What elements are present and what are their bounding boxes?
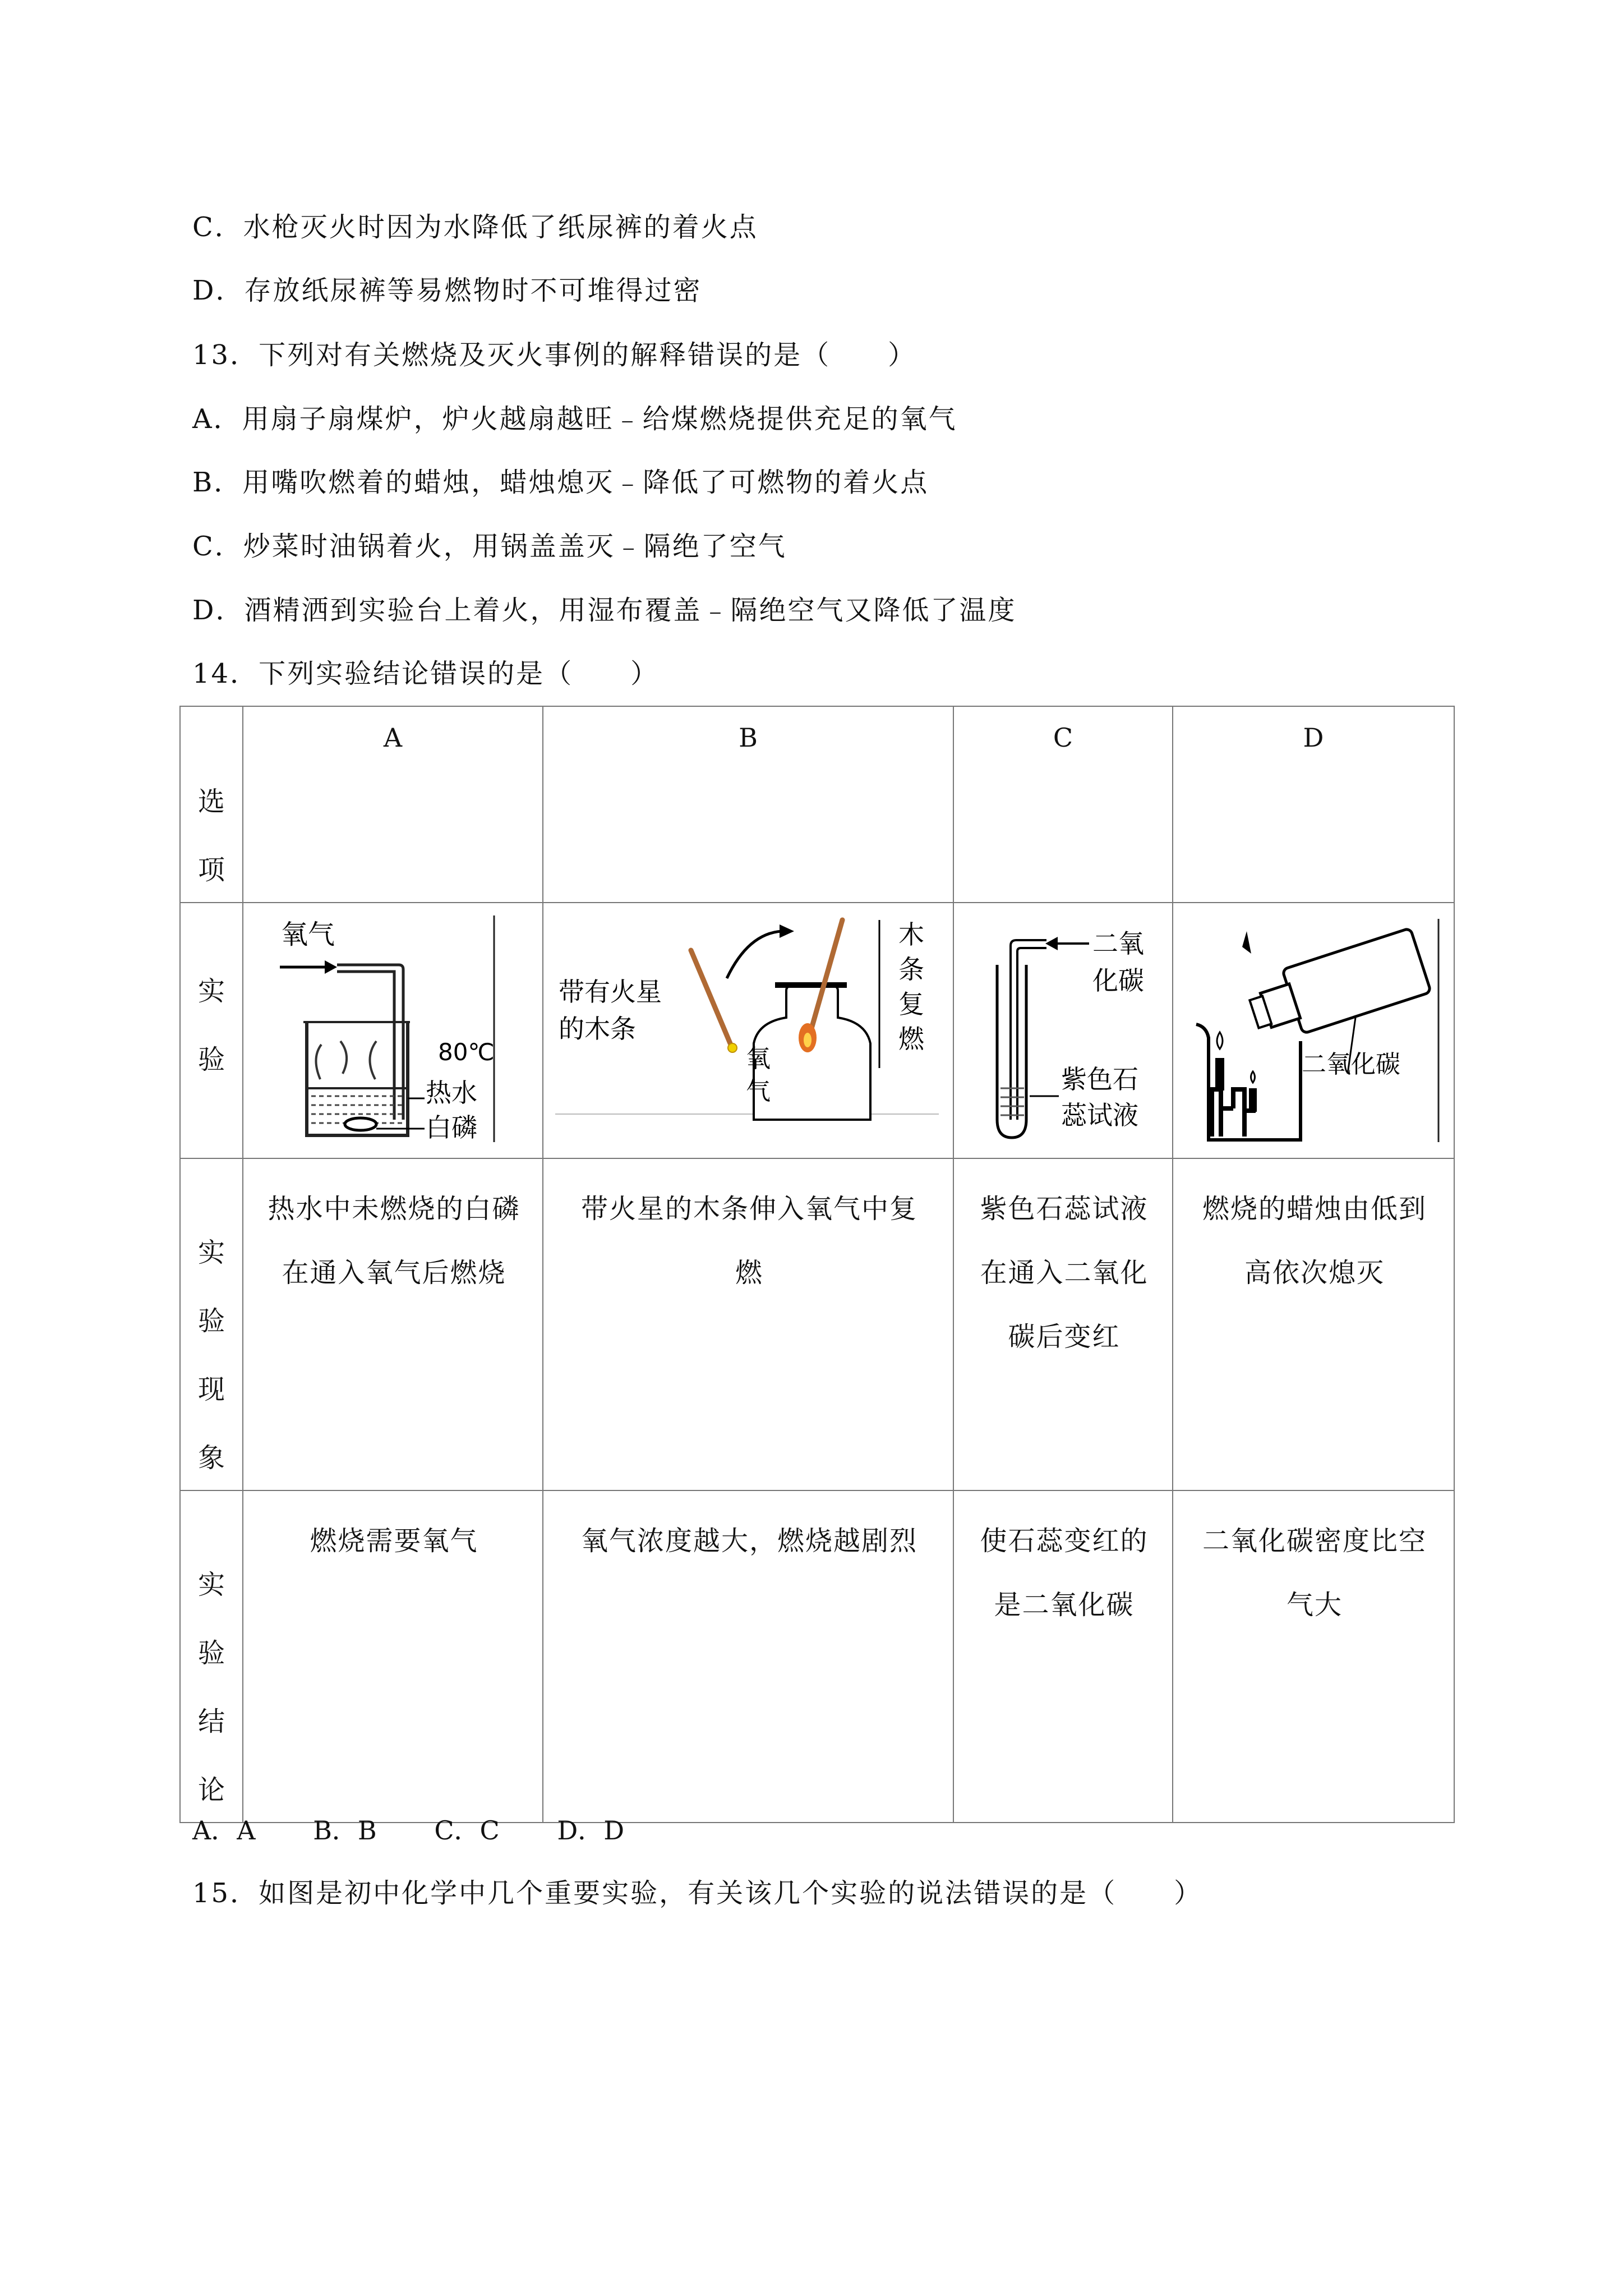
row-label-char: 象 (197, 1442, 225, 1474)
q13-option-d: D．酒精洒到实验台上着火，用湿布覆盖﹣隔绝空气又降低了温度 (192, 595, 1017, 626)
label-co2: 二氧化碳 (1302, 1050, 1400, 1079)
experiment-figure-d (1182, 911, 1445, 1144)
experiment-figure-b (546, 911, 950, 1144)
q12-option-c: C．水枪灭火时因为水降低了纸尿裤的着火点 (192, 211, 758, 243)
label-litmus-line2: 蕊试液 (1061, 1100, 1138, 1130)
answer-option-b: B．B (313, 1815, 377, 1846)
phenomenon-c (953, 1158, 1173, 1490)
label-hot-water: 热水 (425, 1078, 477, 1108)
cell-line: 碳后变红 (1008, 1321, 1121, 1352)
conclusion-b (543, 1490, 953, 1823)
row-label-phenomenon (180, 1158, 243, 1490)
q14-stem: 14．下列实验结论错误的是（ ） (192, 658, 660, 689)
conclusion-c (953, 1490, 1173, 1823)
row-label-conclusion (180, 1490, 243, 1823)
experiment-figure-d-cell (1173, 903, 1454, 1158)
row-label-char: 项 (197, 854, 225, 886)
table-row-conclusion (180, 1490, 1454, 1823)
row-label-char: 验 (197, 1637, 225, 1669)
phenomenon-b (543, 1158, 953, 1490)
q15-stem: 15．如图是初中化学中几个重要实验，有关该几个实验的说法错误的是（ ） (192, 1878, 1203, 1909)
col-header-a: A (243, 706, 543, 903)
experiment-figure-b-cell (543, 903, 953, 1158)
experiment-figure-c (962, 911, 1164, 1144)
row-label-char: 选 (197, 786, 225, 817)
row-label-char: 实 (197, 976, 225, 1007)
cell-line: 气大 (1286, 1589, 1343, 1621)
row-label-char: 验 (197, 1044, 225, 1075)
phenomenon-d (1173, 1158, 1454, 1490)
conclusion-a (243, 1490, 543, 1823)
conclusion-d (1173, 1490, 1454, 1823)
label-oxygen-char2: 气 (746, 1077, 771, 1106)
q13-option-a: A．用扇子扇煤炉，炉火越扇越旺﹣给煤燃烧提供充足的氧气 (192, 403, 957, 435)
cell-line: 热水中未燃烧的白磷 (268, 1193, 520, 1225)
label-white-phosphorus: 白磷 (425, 1112, 477, 1143)
experiment-figure-a-cell (243, 903, 543, 1158)
label-stick-line1: 带有火星 (559, 977, 662, 1007)
label-co2-line1: 二氧 (1092, 928, 1144, 959)
label-temp: 80℃ (437, 1038, 495, 1066)
cell-line: 在通入二氧化 (980, 1257, 1149, 1289)
q13-option-b: B．用嘴吹燃着的蜡烛，蜡烛熄灭﹣降低了可燃物的着火点 (192, 467, 929, 498)
answer-option-d: D．D (557, 1815, 625, 1846)
row-label-char: 实 (197, 1237, 225, 1268)
row-label-char: 论 (197, 1774, 225, 1806)
label-co2-line2: 化碳 (1092, 965, 1144, 996)
label-relit-char4: 燃 (898, 1024, 924, 1054)
col-header-c: C (953, 706, 1173, 903)
label-litmus-line1: 紫色石 (1061, 1064, 1138, 1094)
row-label-char: 结 (197, 1706, 225, 1737)
q13-option-c: C．炒菜时油锅着火，用锅盖盖灭﹣隔绝了空气 (192, 531, 787, 562)
row-label-experiment (180, 903, 243, 1158)
cell-line: 使石蕊变红的 (980, 1525, 1149, 1557)
cell-line: 带火星的木条伸入氧气中复 (580, 1193, 917, 1225)
label-stick-line2: 的木条 (559, 1014, 636, 1044)
cell-line: 氧气浓度越大，燃烧越剧烈 (580, 1525, 917, 1557)
q14-answer-options (192, 1814, 674, 1847)
q14-table (179, 706, 1455, 1823)
table-row-option (180, 706, 1454, 903)
row-label-char: 验 (197, 1305, 225, 1337)
col-header-b: B (543, 706, 953, 903)
experiment-figure-c-cell (953, 903, 1173, 1158)
cell-line: 燃烧的蜡烛由低到 (1202, 1193, 1427, 1225)
phenomenon-a (243, 1158, 543, 1490)
cell-line: 是二氧化碳 (994, 1589, 1135, 1621)
answer-option-a: A．A (192, 1815, 256, 1846)
row-label-option (180, 706, 243, 903)
label-oxygen: 氧气 (280, 919, 335, 950)
row-label-char: 现 (197, 1374, 225, 1405)
cell-line: 紫色石蕊试液 (980, 1193, 1149, 1225)
cell-line: 高依次熄灭 (1244, 1257, 1385, 1289)
row-label-char: 实 (197, 1569, 225, 1600)
cell-line: 燃烧需要氧气 (310, 1525, 478, 1557)
q13-stem: 13．下列对有关燃烧及灭火事例的解释错误的是（ ） (192, 339, 917, 371)
label-relit-char2: 条 (898, 954, 924, 984)
table-row-experiment (180, 903, 1454, 1158)
experiment-figure-a (253, 911, 533, 1144)
cell-line: 二氧化碳密度比空 (1202, 1525, 1427, 1557)
label-relit-char3: 复 (898, 989, 924, 1019)
cell-line: 在通入氧气后燃烧 (282, 1257, 506, 1289)
table-row-phenomenon (180, 1158, 1454, 1490)
label-relit-char1: 木 (898, 919, 924, 950)
answer-option-c: C．C (434, 1815, 500, 1846)
label-oxygen-char1: 氧 (746, 1045, 771, 1073)
cell-line: 燃 (735, 1257, 763, 1289)
q12-option-d: D．存放纸尿裤等易燃物时不可堆得过密 (192, 275, 702, 306)
col-header-d: D (1173, 706, 1454, 903)
